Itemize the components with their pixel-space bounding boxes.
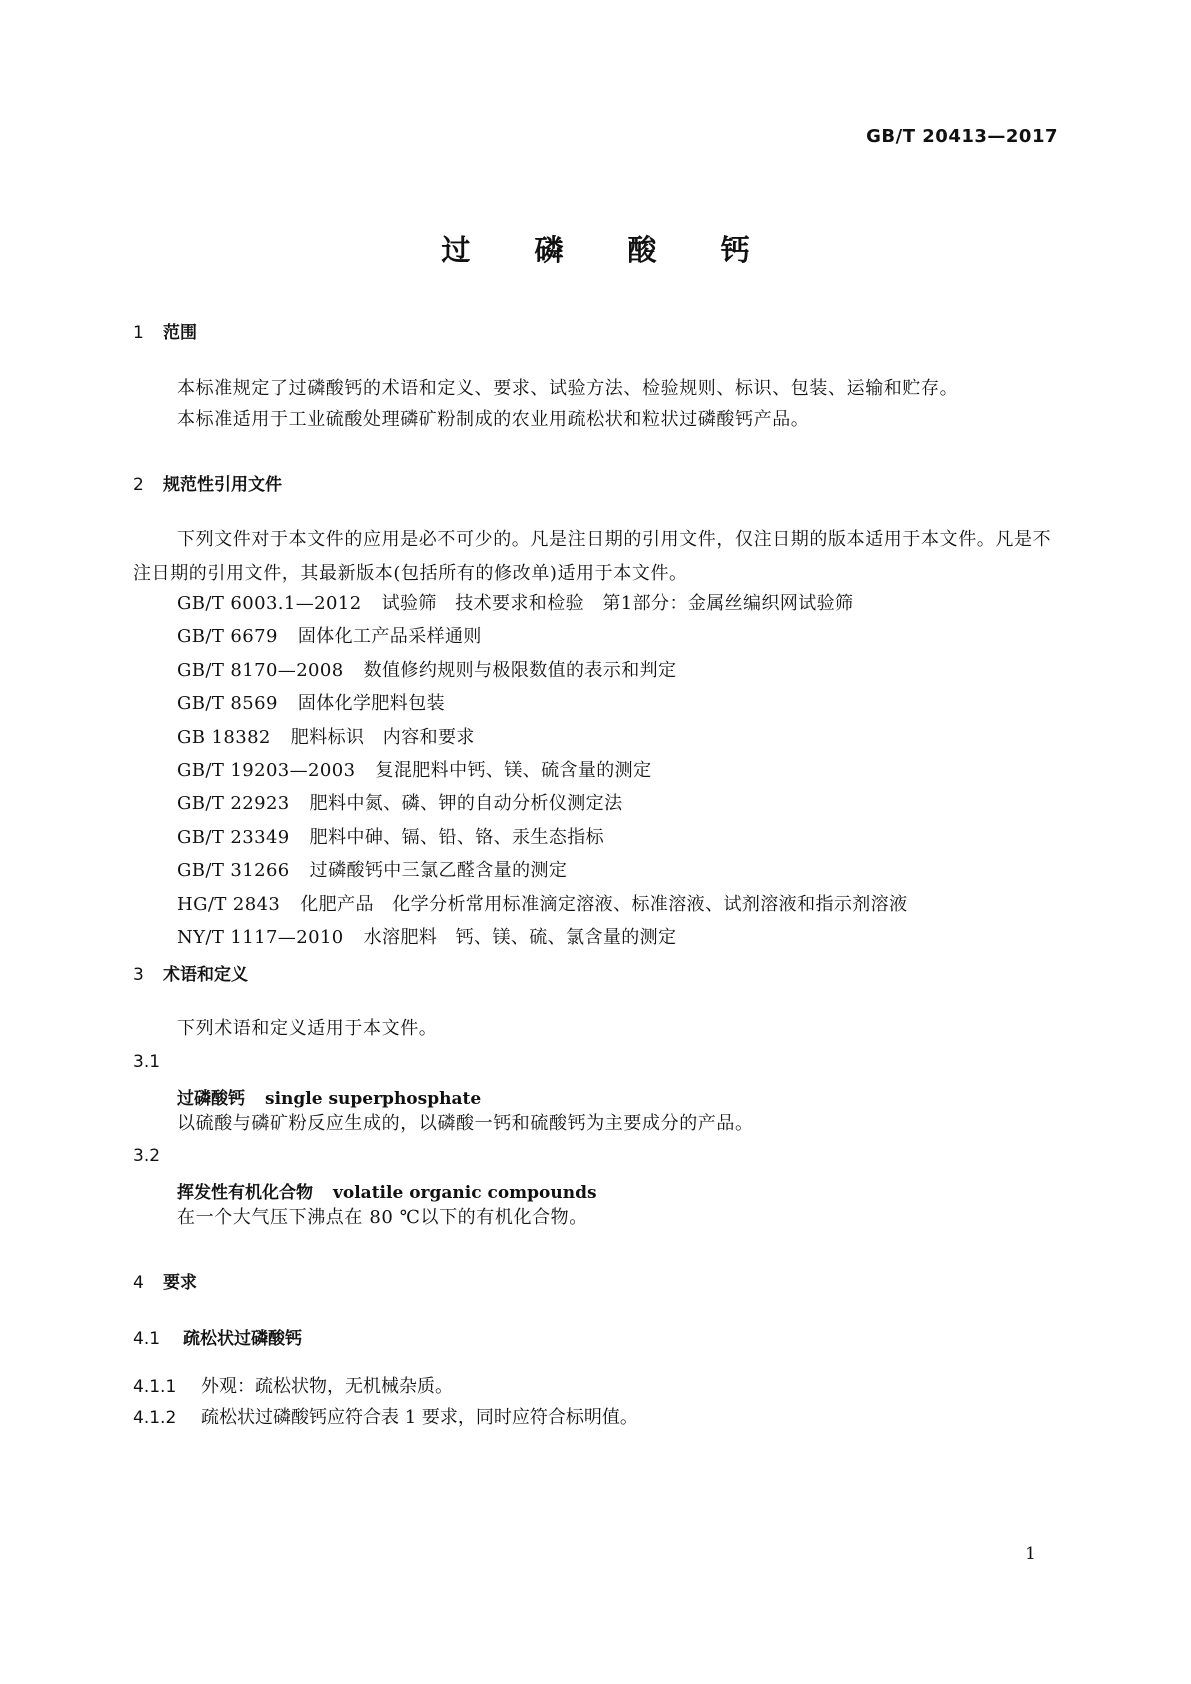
reference-code: GB/T 31266 bbox=[177, 860, 290, 882]
section-2-heading bbox=[133, 470, 282, 495]
reference-item bbox=[177, 890, 907, 923]
reference-title: 复混肥料中钙、镁、硫含量的测定 bbox=[375, 759, 652, 781]
clause-text: 外观：疏松状物，无机械杂质。 bbox=[201, 1376, 453, 1397]
term-name bbox=[177, 1084, 481, 1109]
reference-code: GB 18382 bbox=[177, 726, 271, 748]
scope-paragraph-2: 本标准适用于工业硫酸处理磷矿粉制成的农业用疏松状和粒状过磷酸钙产品。 bbox=[177, 409, 810, 430]
document-title: 过 磷 酸 钙 bbox=[441, 233, 777, 267]
reference-item bbox=[177, 923, 907, 956]
term-zh: 挥发性有机化合物 bbox=[177, 1183, 313, 1203]
section-title: 要求 bbox=[163, 1273, 197, 1293]
section-title: 术语和定义 bbox=[163, 965, 248, 985]
subsection-number: 4.1 bbox=[133, 1329, 161, 1349]
reference-code: GB/T 23349 bbox=[177, 826, 290, 848]
reference-title: 试验筛 技术要求和检验 第1部分：金属丝编织网试验筛 bbox=[381, 593, 854, 614]
subsection-4-1-heading bbox=[133, 1324, 302, 1349]
reference-title: 数值修约规则与极限数值的表示和判定 bbox=[363, 659, 677, 681]
reference-title: 肥料标识 内容和要求 bbox=[290, 726, 475, 748]
section-number: 1 bbox=[133, 323, 144, 343]
subsection-title: 疏松状过磷酸钙 bbox=[183, 1329, 302, 1349]
reference-code: GB/T 8170—2008 bbox=[177, 659, 344, 681]
reference-title: 肥料中砷、镉、铅、铬、汞生态指标 bbox=[309, 826, 605, 848]
reference-code: NY/T 1117—2010 bbox=[177, 926, 344, 948]
term-definition: 在一个大气压下沸点在 80 ℃以下的有机化合物。 bbox=[177, 1207, 588, 1228]
reference-item bbox=[177, 723, 907, 756]
section-number: 2 bbox=[133, 475, 144, 495]
reference-title: 过磷酸钙中三氯乙醛含量的测定 bbox=[309, 860, 568, 882]
section-1-heading bbox=[133, 318, 197, 343]
reference-item bbox=[177, 689, 907, 722]
section-number: 4 bbox=[133, 1273, 144, 1293]
terms-intro: 下列术语和定义适用于本文件。 bbox=[177, 1018, 438, 1039]
section-4-heading bbox=[133, 1268, 197, 1293]
clause-4-1-2 bbox=[133, 1403, 638, 1429]
term-definition: 以硫酸与磷矿粉反应生成的，以磷酸一钙和硫酸钙为主要成分的产品。 bbox=[177, 1113, 754, 1134]
reference-code: GB/T 22923 bbox=[177, 793, 290, 815]
reference-code: GB/T 6003.1—2012 bbox=[177, 593, 362, 614]
reference-title: 固体化学肥料包装 bbox=[297, 693, 446, 715]
term-en: single superphosphate bbox=[265, 1089, 482, 1109]
reference-item bbox=[177, 856, 907, 889]
reference-item bbox=[177, 589, 907, 622]
reference-title: 化肥产品 化学分析常用标准滴定溶液、标准溶液、试剂溶液和指示剂溶液 bbox=[300, 893, 908, 915]
reference-item bbox=[177, 622, 907, 655]
reference-title: 固体化工产品采样通则 bbox=[297, 626, 482, 648]
reference-item bbox=[177, 656, 907, 689]
term-number: 3.1 bbox=[133, 1052, 161, 1072]
reference-code: HG/T 2843 bbox=[177, 893, 281, 915]
page-number: 1 bbox=[1025, 1544, 1036, 1564]
term-number: 3.2 bbox=[133, 1146, 161, 1166]
section-number: 3 bbox=[133, 965, 144, 985]
section-3-heading bbox=[133, 960, 248, 985]
reference-item bbox=[177, 823, 907, 856]
clause-number: 4.1.1 bbox=[133, 1377, 177, 1397]
section-title: 规范性引用文件 bbox=[163, 475, 282, 495]
reference-code: GB/T 6679 bbox=[177, 626, 278, 648]
term-en: volatile organic compounds bbox=[333, 1183, 597, 1203]
clause-text: 疏松状过磷酸钙应符合表 1 要求，同时应符合标明值。 bbox=[201, 1407, 638, 1428]
standard-number: GB/T 20413—2017 bbox=[866, 126, 1058, 147]
reference-title: 肥料中氮、磷、钾的自动分析仪测定法 bbox=[309, 793, 623, 815]
section-title: 范围 bbox=[163, 323, 197, 343]
reference-code: GB/T 19203—2003 bbox=[177, 759, 356, 781]
scope-paragraph-1: 本标准规定了过磷酸钙的术语和定义、要求、试验方法、检验规则、标识、包装、运输和贮存。 bbox=[177, 378, 959, 399]
references-intro: 下列文件对于本文件的应用是必不可少的。凡是注日期的引用文件，仅注日期的版本适用于本文件。凡是不注日期的引用文件，其最新版本(包括所有的修改单)适用于本文件。 bbox=[133, 529, 1052, 584]
reference-title: 水溶肥料 钙、镁、硫、氯含量的测定 bbox=[363, 926, 677, 948]
clause-4-1-1 bbox=[133, 1372, 453, 1398]
reference-list bbox=[177, 589, 907, 956]
reference-item bbox=[177, 789, 907, 822]
reference-code: GB/T 8569 bbox=[177, 693, 278, 715]
clause-number: 4.1.2 bbox=[133, 1408, 177, 1428]
reference-item bbox=[177, 756, 907, 789]
term-name bbox=[177, 1178, 597, 1203]
term-zh: 过磷酸钙 bbox=[177, 1089, 245, 1109]
